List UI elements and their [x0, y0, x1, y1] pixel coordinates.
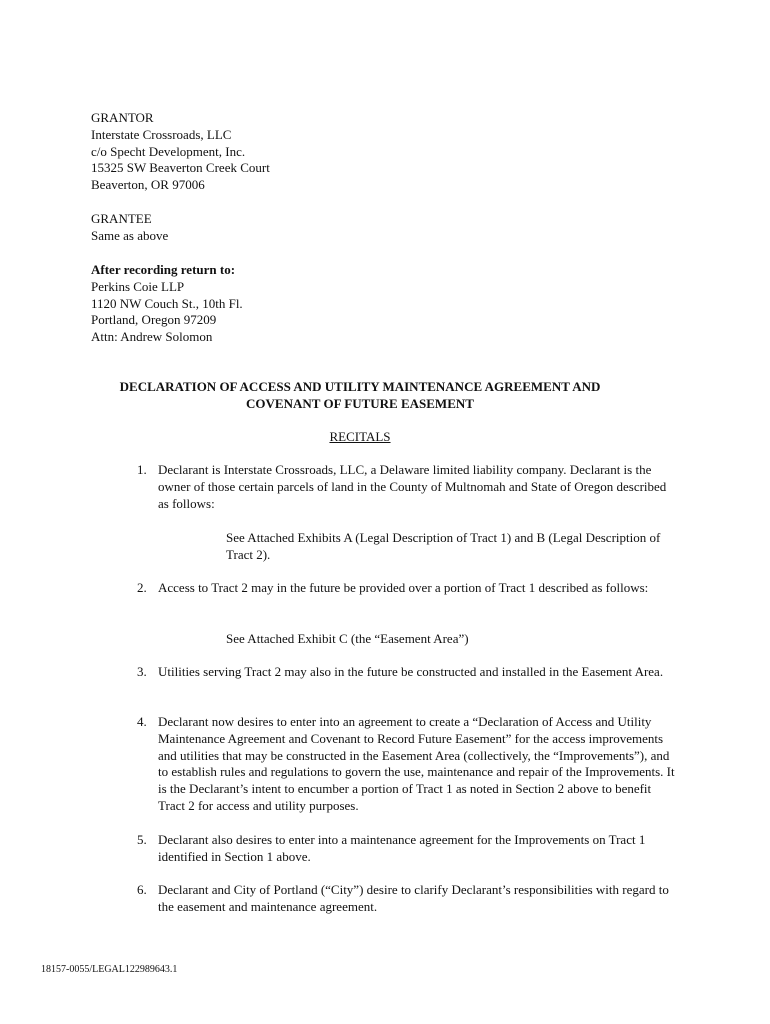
title-line-2: COVENANT OF FUTURE EASEMENT: [246, 396, 474, 411]
recital-number: 4.: [137, 714, 147, 729]
recital-item: [137, 882, 677, 916]
recital-text: Declarant and City of Portland (“City”) desire to clarify Declarant’s responsibilities with regard to the easement and maintenance agreement.: [158, 882, 669, 914]
document-id-footer: 18157-0055/LEGAL122989643.1: [41, 964, 178, 975]
exhibits-ab-reference: See Attached Exhibits A (Legal Description of Tract 1) and B (Legal Description of Tract 2).: [226, 530, 661, 562]
return-to-heading: After recording return to:: [91, 262, 236, 277]
recital-number: 2.: [137, 580, 147, 595]
return-to-block: [91, 262, 243, 346]
title-line-1: DECLARATION OF ACCESS AND UTILITY MAINTENANCE AGREEMENT AND: [119, 379, 601, 394]
recitals-heading: RECITALS: [329, 429, 391, 444]
return-to-street: 1120 NW Couch St., 10th Fl.: [91, 295, 243, 311]
recital-number: 5.: [137, 832, 147, 847]
document-title: [40, 378, 680, 412]
recital-item: [137, 714, 677, 815]
grantor-city: Beaverton, OR 97006: [91, 177, 205, 193]
recital-item: [137, 832, 677, 866]
recital-text: Declarant is Interstate Crossroads, LLC, a Delaware limited liability company. Declarant is the owner of those certain parcels of land in the County of Multnomah and State of Oregon described as follows:: [158, 462, 667, 511]
return-to-firm: Perkins Coie LLP: [91, 278, 185, 294]
recital-text: Access to Tract 2 may in the future be provided over a portion of Tract 1 described as follows:: [158, 580, 649, 595]
return-to-attn: Attn: Andrew Solomon: [91, 329, 213, 345]
grantee-name: Same as above: [91, 227, 169, 243]
recital-number: 6.: [137, 882, 147, 897]
recital-number: 1.: [137, 462, 147, 477]
grantor-name: Interstate Crossroads, LLC: [91, 126, 232, 142]
recital-text: Utilities serving Tract 2 may also in the future be constructed and installed in the Easement Area.: [158, 664, 664, 679]
grantee-block: [91, 211, 168, 245]
grantor-block: [91, 110, 270, 194]
grantee-heading: GRANTEE: [91, 211, 152, 226]
recital-item: [137, 664, 677, 681]
recital-text: Declarant also desires to enter into a maintenance agreement for the Improvements on Tract 1 identified in Section 1 above.: [158, 832, 646, 864]
exhibit-c-reference: See Attached Exhibit C (the “Easement Area”): [226, 631, 469, 646]
recital-item: [137, 580, 677, 597]
recital-text: Declarant now desires to enter into an agreement to create a “Declaration of Access and Utility Maintenance Agreement and Covenant to Record Future Easement” for the access improvements and utilities that may be constructed in the Easement Area (collectively, the “Improvements”), and to establish rules and regulations to govern the use, maintenance and repair of the Improvements. It is the Declarant’s intent to encumber a portion of Tract 1 as noted in Section 2 above to benefit Tract 2 for access and utility purposes.: [158, 714, 675, 813]
grantor-care-of: c/o Specht Development, Inc.: [91, 143, 246, 159]
recital-item: [137, 462, 677, 512]
grantor-heading: GRANTOR: [91, 110, 154, 125]
grantor-street: 15325 SW Beaverton Creek Court: [91, 160, 270, 176]
return-to-city: Portland, Oregon 97209: [91, 312, 217, 328]
recital-number: 3.: [137, 664, 147, 679]
